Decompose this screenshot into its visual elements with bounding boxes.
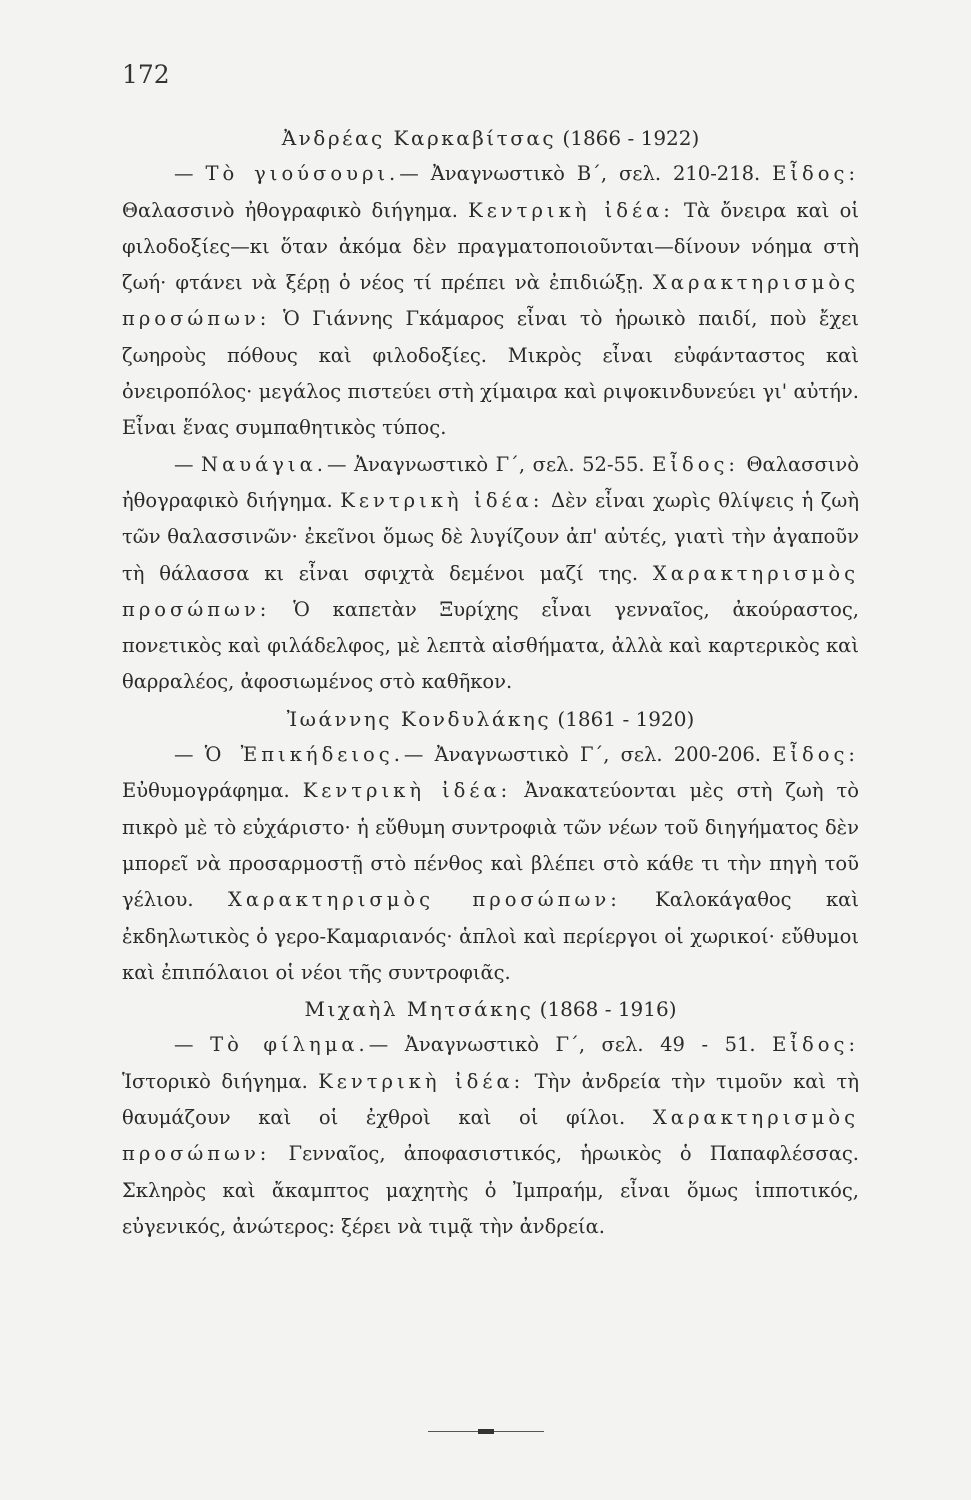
idea-label: Κεντρικὴ ἰδέα: xyxy=(340,488,544,512)
characters-text: Ὁ καπετὰν Ξυρίχης εἶναι γενναῖος, ἀκούραστος, πονετικὸς καὶ φιλάδελφος, μὲ λεπτὰ αἰσθήματα, ἀλλὰ καὶ καρτερικὸς καὶ θαρραλέος, ἀφοσιωμένος στὸ καθῆκον. xyxy=(122,597,859,694)
idea-label: Κεντρικὴ ἰδέα: xyxy=(302,779,512,803)
entry-dash: — xyxy=(174,743,205,767)
characters-text: Καλοκάγαθος καὶ ἐκδηλωτικὸς ὁ γερο-Καμαριανός· ἁπλοὶ καὶ περίεργοι οἱ χωρικοί· εὔθυμοι καὶ ἐπιπόλαιοι οἱ νέοι τῆς συντροφιᾶς. xyxy=(122,888,859,984)
characters-text: Γενναῖος, ἀποφασιστικός, ἡρωικὸς ὁ Παπαφλέσσας. Σκληρὸς καὶ ἄκαμπτος μαχητὴς ὁ Ἰμπραήμ, εἶναι ὅμως ἱπποτικός, εὐγενικός, ἀνώτερος: ξέρει νὰ τιμᾷ τὴν ἀνδρεία. xyxy=(122,1142,859,1238)
genre-label: Εἶδος: xyxy=(652,452,739,476)
characters-label: Χαρακτηρισμὸς προσώπων: xyxy=(227,888,621,912)
characters-label: Χαρακτηρισμὸς προσώπων: xyxy=(122,561,859,621)
author-name: Ἀνδρέας Καρκαβίτσας xyxy=(281,126,557,150)
characters-text: Ὁ Γιάννης Γκάμαρος εἶναι τὸ ἡρωικὸ παιδί, ποὺ ἔχει ζωηροὺς πόθους καὶ φιλοδοξίες. Μικρὸς εἶναι εὐφάνταστος καὶ ὀνειροπόλος· μεγάλος πιστεύει στὴ χίμαιρα καὶ ριψοκινδυνεύει γι' αὐτήν. Εἶναι ἕνας συμπαθητικὸς τύπος. xyxy=(122,307,859,440)
genre-label: Εἶδος: xyxy=(772,743,859,767)
author-heading xyxy=(122,991,859,1027)
entry-dash: — xyxy=(174,162,206,186)
idea-text: Τὴν ἀνδρεία τὴν τιμοῦν καὶ τὴ θαυμάζουν καὶ οἱ ἐχθροὶ καὶ οἱ φίλοι. xyxy=(122,1069,860,1130)
idea-text: Τὰ ὄνειρα καὶ οἱ φιλοδοξίες—κι ὅταν ἀκόμα δὲν πραγματοποιοῦνται—δίνουν νόημα στὴ ζωή· φτάνει νὰ ξέρῃ ὁ νέος τί πρέπει νὰ ἐπιδιώξῃ. xyxy=(122,198,859,295)
author-years: (1866 - 1922) xyxy=(562,126,700,150)
characters-label: Χαρακτηρισμὸς προσώπων: xyxy=(122,271,859,331)
author-name: Μιχαὴλ Μητσάκης xyxy=(304,997,534,1022)
genre-text: Εὐθυμογράφημα. xyxy=(122,779,303,803)
entry-dash: — xyxy=(174,452,202,476)
work-title: Τὸ γιούσουρι. xyxy=(205,162,400,186)
idea-label: Κεντρικὴ ἰδέα: xyxy=(468,198,674,222)
genre-text: Θαλασσινὸ ἠθογραφικὸ διήγημα. xyxy=(122,198,469,222)
characters-label: Χαρακτηρισμὸς προσώπων: xyxy=(122,1106,859,1166)
author-heading xyxy=(122,120,859,156)
page-content xyxy=(122,120,859,1245)
work-entry xyxy=(122,447,859,701)
work-title: Τὸ φίλημα. xyxy=(210,1033,369,1057)
ornament-block xyxy=(478,1429,494,1434)
idea-text: Δὲν εἶναι χωρὶς θλίψεις ἡ ζωὴ τῶν θαλασσινῶν· ἐκεῖνοι ὅμως δὲ λυγίζουν ἀπ' αὐτές, γιατὶ τὴν ἀγαποῦν τὴ θάλασσα κι εἶναι σφιχτὰ δεμένοι μαζί της. xyxy=(122,488,860,585)
work-entry xyxy=(122,737,859,991)
genre-text: Θαλασσινὸ ἠθογραφικὸ διήγημα. xyxy=(122,452,859,512)
work-source: — Ἀναγνωστικὸ Β΄, σελ. 210-218. xyxy=(399,162,773,186)
idea-label: Κεντρικὴ ἰδέα: xyxy=(318,1069,525,1093)
work-entry xyxy=(122,156,859,446)
work-entry xyxy=(122,1027,859,1245)
work-source: — Ἀναγνωστικὸ Γ΄, σελ. 52-55. xyxy=(326,452,653,476)
work-source: — Ἀναγνωστικὸ Γ΄, σελ. 49 - 51. xyxy=(368,1033,773,1057)
author-years: (1868 - 1916) xyxy=(539,997,677,1022)
work-title: Ναυάγια. xyxy=(201,452,327,476)
author-years: (1861 - 1920) xyxy=(557,706,695,731)
entry-dash: — xyxy=(174,1033,211,1057)
page-number: 172 xyxy=(122,60,170,89)
work-source: — Ἀναγνωστικὸ Γ΄, σελ. 200-206. xyxy=(403,743,773,767)
work-title: Ὁ Ἐπικήδειος. xyxy=(204,743,404,767)
author-name: Ἰωάννης Κονδυλάκης xyxy=(286,706,552,731)
author-heading xyxy=(122,701,859,737)
genre-label: Εἶδος: xyxy=(772,162,860,186)
end-ornament xyxy=(428,1429,544,1435)
idea-text: Ἀνακατεύονται μὲς στὴ ζωὴ τὸ πικρὸ μὲ τὸ εὐχάριστο· ἡ εὔθυμη συντροφιὰ τῶν νέων τοῦ διηγήματος δὲν μπορεῖ νὰ προσαρμοστῇ στὸ πένθος καὶ βλέπει στὸ κάθε τι τὴν πηγὴ τοῦ γέλιου. xyxy=(122,779,859,912)
genre-label: Εἶδος: xyxy=(772,1033,860,1057)
genre-text: Ἱστορικὸ διήγημα. xyxy=(122,1069,319,1093)
